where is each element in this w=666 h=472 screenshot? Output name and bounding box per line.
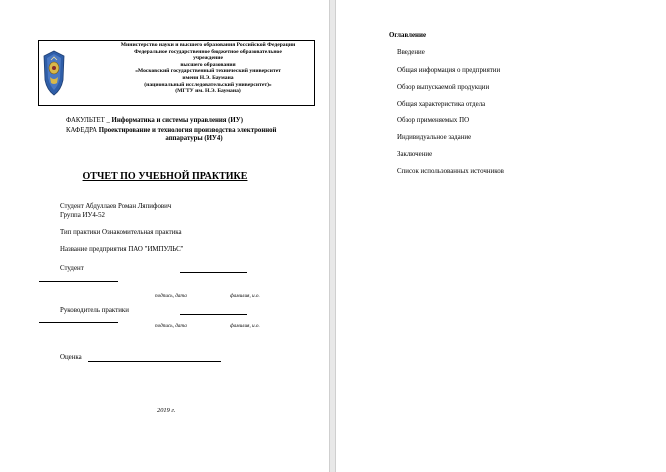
institution-line: Федеральное государственное бюджетное образовательное bbox=[134, 48, 282, 55]
toc-title: Оглавление bbox=[389, 32, 427, 39]
toc-item: Общая характеристика отдела bbox=[397, 101, 486, 108]
department-value: Проектирование и технология производства электронной bbox=[98, 127, 277, 134]
signature-date-hint: подпись, дата bbox=[155, 323, 187, 329]
institution-line: (МГТУ им. Н.Э. Баумана) bbox=[175, 88, 241, 95]
year: 2019 г. bbox=[157, 407, 176, 414]
faculty-value: Информатика и системы управления (ИУ) bbox=[111, 117, 243, 124]
toc-item: Список использованных источников bbox=[397, 168, 504, 175]
toc-item: Общая информация о предприятии bbox=[397, 67, 501, 74]
toc-item: Введение bbox=[397, 49, 425, 56]
signature-date-hint: подпись, дата bbox=[155, 293, 187, 299]
ministry-line: Министерство науки и высшего образования Российской Федерации bbox=[120, 42, 296, 48]
supervisor-signature-line bbox=[39, 322, 118, 323]
toc-item: Заключение bbox=[397, 151, 433, 158]
university-emblem-icon bbox=[43, 50, 65, 96]
faculty-label: ФАКУЛЬТЕТ bbox=[66, 117, 105, 124]
student-signature-label: Студент bbox=[60, 265, 84, 272]
student-signature-line bbox=[39, 281, 118, 282]
supervisor-name-line bbox=[180, 314, 247, 315]
institution-line: имени Н.Э. Баумана bbox=[182, 74, 234, 81]
institution-line: (национальный исследовательский университет)» bbox=[144, 81, 272, 88]
institution-line: учреждение bbox=[193, 55, 223, 62]
toc-item: Обзор выпускаемой продукции bbox=[397, 84, 490, 91]
report-title: ОТЧЕТ ПО УЧЕБНОЙ ПРАКТИКЕ bbox=[82, 171, 248, 182]
supervisor-label: Руководитель практики bbox=[60, 307, 129, 314]
grade-label: Оценка bbox=[60, 354, 82, 361]
name-initials-hint: фамилия, и.о. bbox=[230, 323, 260, 329]
institution-line: высшего образования bbox=[180, 61, 236, 68]
institution-line: «Московский государственный технический университет bbox=[135, 68, 281, 75]
header-text bbox=[105, 42, 311, 95]
department-value-continued: аппаратуры (ИУ4) bbox=[165, 135, 223, 143]
university-header bbox=[38, 40, 315, 106]
student-name: Студент Абдуллаев Роман Ляпифович bbox=[60, 203, 172, 210]
toc-item: Индивидуальное задание bbox=[397, 134, 472, 141]
table-of-contents-page bbox=[335, 0, 666, 472]
grade-line bbox=[88, 361, 221, 362]
group: Группа ИУ4-52 bbox=[60, 212, 105, 219]
faculty-row: ФАКУЛЬТЕТ _ Информатика и системы управления (ИУ) bbox=[66, 117, 243, 124]
practice-type: Тип практики Ознакомительная практика bbox=[60, 229, 182, 236]
name-initials-hint: фамилия, и.о. bbox=[230, 293, 260, 299]
department-row bbox=[66, 127, 322, 143]
enterprise-name: Название предприятия ПАО "ИМПУЛЬС" bbox=[60, 246, 184, 253]
department-label: КАФЕДРА bbox=[66, 127, 97, 134]
title-page bbox=[0, 0, 330, 472]
student-name-line bbox=[180, 272, 247, 273]
toc-item: Обзор применяемых ПО bbox=[397, 117, 470, 124]
